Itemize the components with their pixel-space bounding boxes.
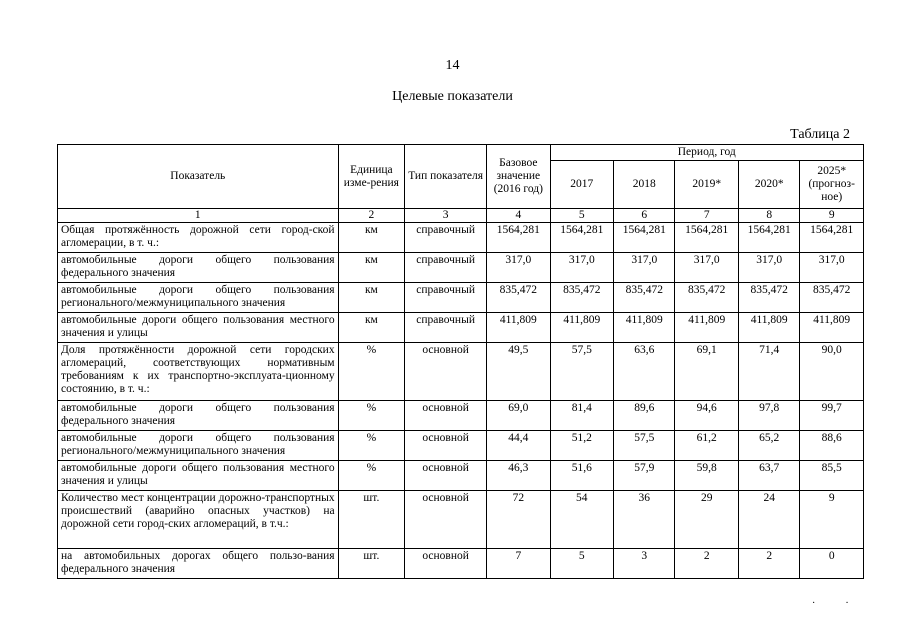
- table-row: [58, 431, 864, 461]
- table-row: [58, 283, 864, 313]
- indicator-cell: автомобильные дороги общего пользования федерального значения: [58, 253, 339, 283]
- bottom-marks: ··: [812, 598, 879, 609]
- period-value-cell: 71,4: [738, 343, 799, 401]
- type-cell: основной: [405, 431, 487, 461]
- type-cell: основной: [405, 491, 487, 549]
- indicator-cell: Общая протяжённость дорожной сети город-ской агломерации, в т. ч.:: [58, 223, 339, 253]
- period-value-cell: 57,5: [614, 431, 675, 461]
- table-body: [58, 223, 864, 579]
- period-value-cell: 1564,281: [800, 223, 864, 253]
- column-number: 8: [738, 209, 799, 223]
- indicator-cell: автомобильные дороги общего пользования регионального/межмуниципального значения: [58, 283, 339, 313]
- header-indicator: Показатель: [58, 145, 339, 209]
- period-value-cell: 835,472: [675, 283, 738, 313]
- period-value-cell: 9: [800, 491, 864, 549]
- type-cell: основной: [405, 549, 487, 579]
- header-year-2017: 2017: [550, 161, 613, 209]
- period-value-cell: 51,2: [550, 431, 613, 461]
- column-number: 1: [58, 209, 339, 223]
- column-number-row: [58, 209, 864, 223]
- base-value-cell: 411,809: [487, 313, 550, 343]
- table-row: [58, 313, 864, 343]
- header-period: Период, год: [550, 145, 863, 161]
- period-value-cell: 99,7: [800, 401, 864, 431]
- type-cell: справочный: [405, 223, 487, 253]
- indicator-cell: автомобильные дороги общего пользования местного значения и улицы: [58, 313, 339, 343]
- unit-cell: %: [338, 431, 405, 461]
- base-value-cell: 72: [487, 491, 550, 549]
- table-row: [58, 549, 864, 579]
- document-title: Целевые показатели: [392, 89, 513, 104]
- header-year-2025: 2025* (прогноз-ное): [800, 161, 864, 209]
- base-value-cell: 46,3: [487, 461, 550, 491]
- period-value-cell: 317,0: [550, 253, 613, 283]
- unit-cell: %: [338, 401, 405, 431]
- period-value-cell: 88,6: [800, 431, 864, 461]
- unit-cell: %: [338, 343, 405, 401]
- period-value-cell: 317,0: [800, 253, 864, 283]
- period-value-cell: 835,472: [550, 283, 613, 313]
- period-value-cell: 90,0: [800, 343, 864, 401]
- table-row: [58, 401, 864, 431]
- unit-cell: км: [338, 313, 405, 343]
- period-value-cell: 57,5: [550, 343, 613, 401]
- period-value-cell: 1564,281: [675, 223, 738, 253]
- indicator-cell: на автомобильных дорогах общего пользо-вания федерального значения: [58, 549, 339, 579]
- base-value-cell: 44,4: [487, 431, 550, 461]
- table-row: [58, 491, 864, 549]
- period-value-cell: 59,8: [675, 461, 738, 491]
- indicator-cell: автомобильные дороги общего пользования регионального/межмуниципального значения: [58, 431, 339, 461]
- period-value-cell: 54: [550, 491, 613, 549]
- period-value-cell: 51,6: [550, 461, 613, 491]
- unit-cell: км: [338, 283, 405, 313]
- table-row: [58, 343, 864, 401]
- base-value-cell: 7: [487, 549, 550, 579]
- indicator-cell: автомобильные дороги общего пользования федерального значения: [58, 401, 339, 431]
- table-row: [58, 223, 864, 253]
- header-year-2018: 2018: [614, 161, 675, 209]
- period-value-cell: 81,4: [550, 401, 613, 431]
- header-base-value: Базовое значение (2016 год): [487, 145, 550, 209]
- period-value-cell: 65,2: [738, 431, 799, 461]
- column-number: 7: [675, 209, 738, 223]
- unit-cell: км: [338, 223, 405, 253]
- period-value-cell: 89,6: [614, 401, 675, 431]
- period-value-cell: 94,6: [675, 401, 738, 431]
- period-value-cell: 411,809: [614, 313, 675, 343]
- period-value-cell: 29: [675, 491, 738, 549]
- period-value-cell: 63,7: [738, 461, 799, 491]
- period-value-cell: 0: [800, 549, 864, 579]
- header-type: Тип показателя: [405, 145, 487, 209]
- type-cell: основной: [405, 343, 487, 401]
- type-cell: справочный: [405, 313, 487, 343]
- indicator-cell: Количество мест концентрации дорожно-транспортных происшествий (аварийно опасных участков) на дорожной сети город-ских агломераций, в т.ч.:: [58, 491, 339, 549]
- column-number: 4: [487, 209, 550, 223]
- period-value-cell: 411,809: [738, 313, 799, 343]
- period-value-cell: 1564,281: [550, 223, 613, 253]
- period-value-cell: 317,0: [738, 253, 799, 283]
- period-value-cell: 69,1: [675, 343, 738, 401]
- period-value-cell: 835,472: [800, 283, 864, 313]
- period-value-cell: 835,472: [614, 283, 675, 313]
- unit-cell: %: [338, 461, 405, 491]
- period-value-cell: 5: [550, 549, 613, 579]
- period-value-cell: 2: [738, 549, 799, 579]
- period-value-cell: 835,472: [738, 283, 799, 313]
- period-value-cell: 2: [675, 549, 738, 579]
- base-value-cell: 69,0: [487, 401, 550, 431]
- period-value-cell: 411,809: [675, 313, 738, 343]
- period-value-cell: 317,0: [675, 253, 738, 283]
- period-value-cell: 63,6: [614, 343, 675, 401]
- unit-cell: шт.: [338, 491, 405, 549]
- type-cell: основной: [405, 461, 487, 491]
- header-year-2020: 2020*: [738, 161, 799, 209]
- period-value-cell: 97,8: [738, 401, 799, 431]
- period-value-cell: 317,0: [614, 253, 675, 283]
- page-number: 14: [445, 58, 460, 73]
- target-indicators-table: [57, 144, 864, 579]
- header-unit: Единица изме-рения: [338, 145, 405, 209]
- period-value-cell: 61,2: [675, 431, 738, 461]
- base-value-cell: 835,472: [487, 283, 550, 313]
- indicator-cell: автомобильные дороги общего пользования местного значения и улицы: [58, 461, 339, 491]
- type-cell: справочный: [405, 283, 487, 313]
- column-number: 9: [800, 209, 864, 223]
- indicator-cell: Доля протяжённости дорожной сети городских агломераций, соответствующих нормативным требованиям к их транспортно-эксплуата-ционному состоянию, в т. ч.:: [58, 343, 339, 401]
- period-value-cell: 1564,281: [738, 223, 799, 253]
- column-number: 2: [338, 209, 405, 223]
- table-row: [58, 253, 864, 283]
- period-value-cell: 1564,281: [614, 223, 675, 253]
- column-number: 5: [550, 209, 613, 223]
- period-value-cell: 57,9: [614, 461, 675, 491]
- unit-cell: шт.: [338, 549, 405, 579]
- table-row: [58, 461, 864, 491]
- unit-cell: км: [338, 253, 405, 283]
- type-cell: основной: [405, 401, 487, 431]
- period-value-cell: 3: [614, 549, 675, 579]
- header-year-2019: 2019*: [675, 161, 738, 209]
- table-caption: Таблица 2: [790, 127, 850, 142]
- period-value-cell: 85,5: [800, 461, 864, 491]
- base-value-cell: 49,5: [487, 343, 550, 401]
- column-number: 6: [614, 209, 675, 223]
- period-value-cell: 24: [738, 491, 799, 549]
- base-value-cell: 1564,281: [487, 223, 550, 253]
- column-number: 3: [405, 209, 487, 223]
- base-value-cell: 317,0: [487, 253, 550, 283]
- table-header: [58, 145, 864, 223]
- period-value-cell: 36: [614, 491, 675, 549]
- period-value-cell: 411,809: [550, 313, 613, 343]
- period-value-cell: 411,809: [800, 313, 864, 343]
- type-cell: справочный: [405, 253, 487, 283]
